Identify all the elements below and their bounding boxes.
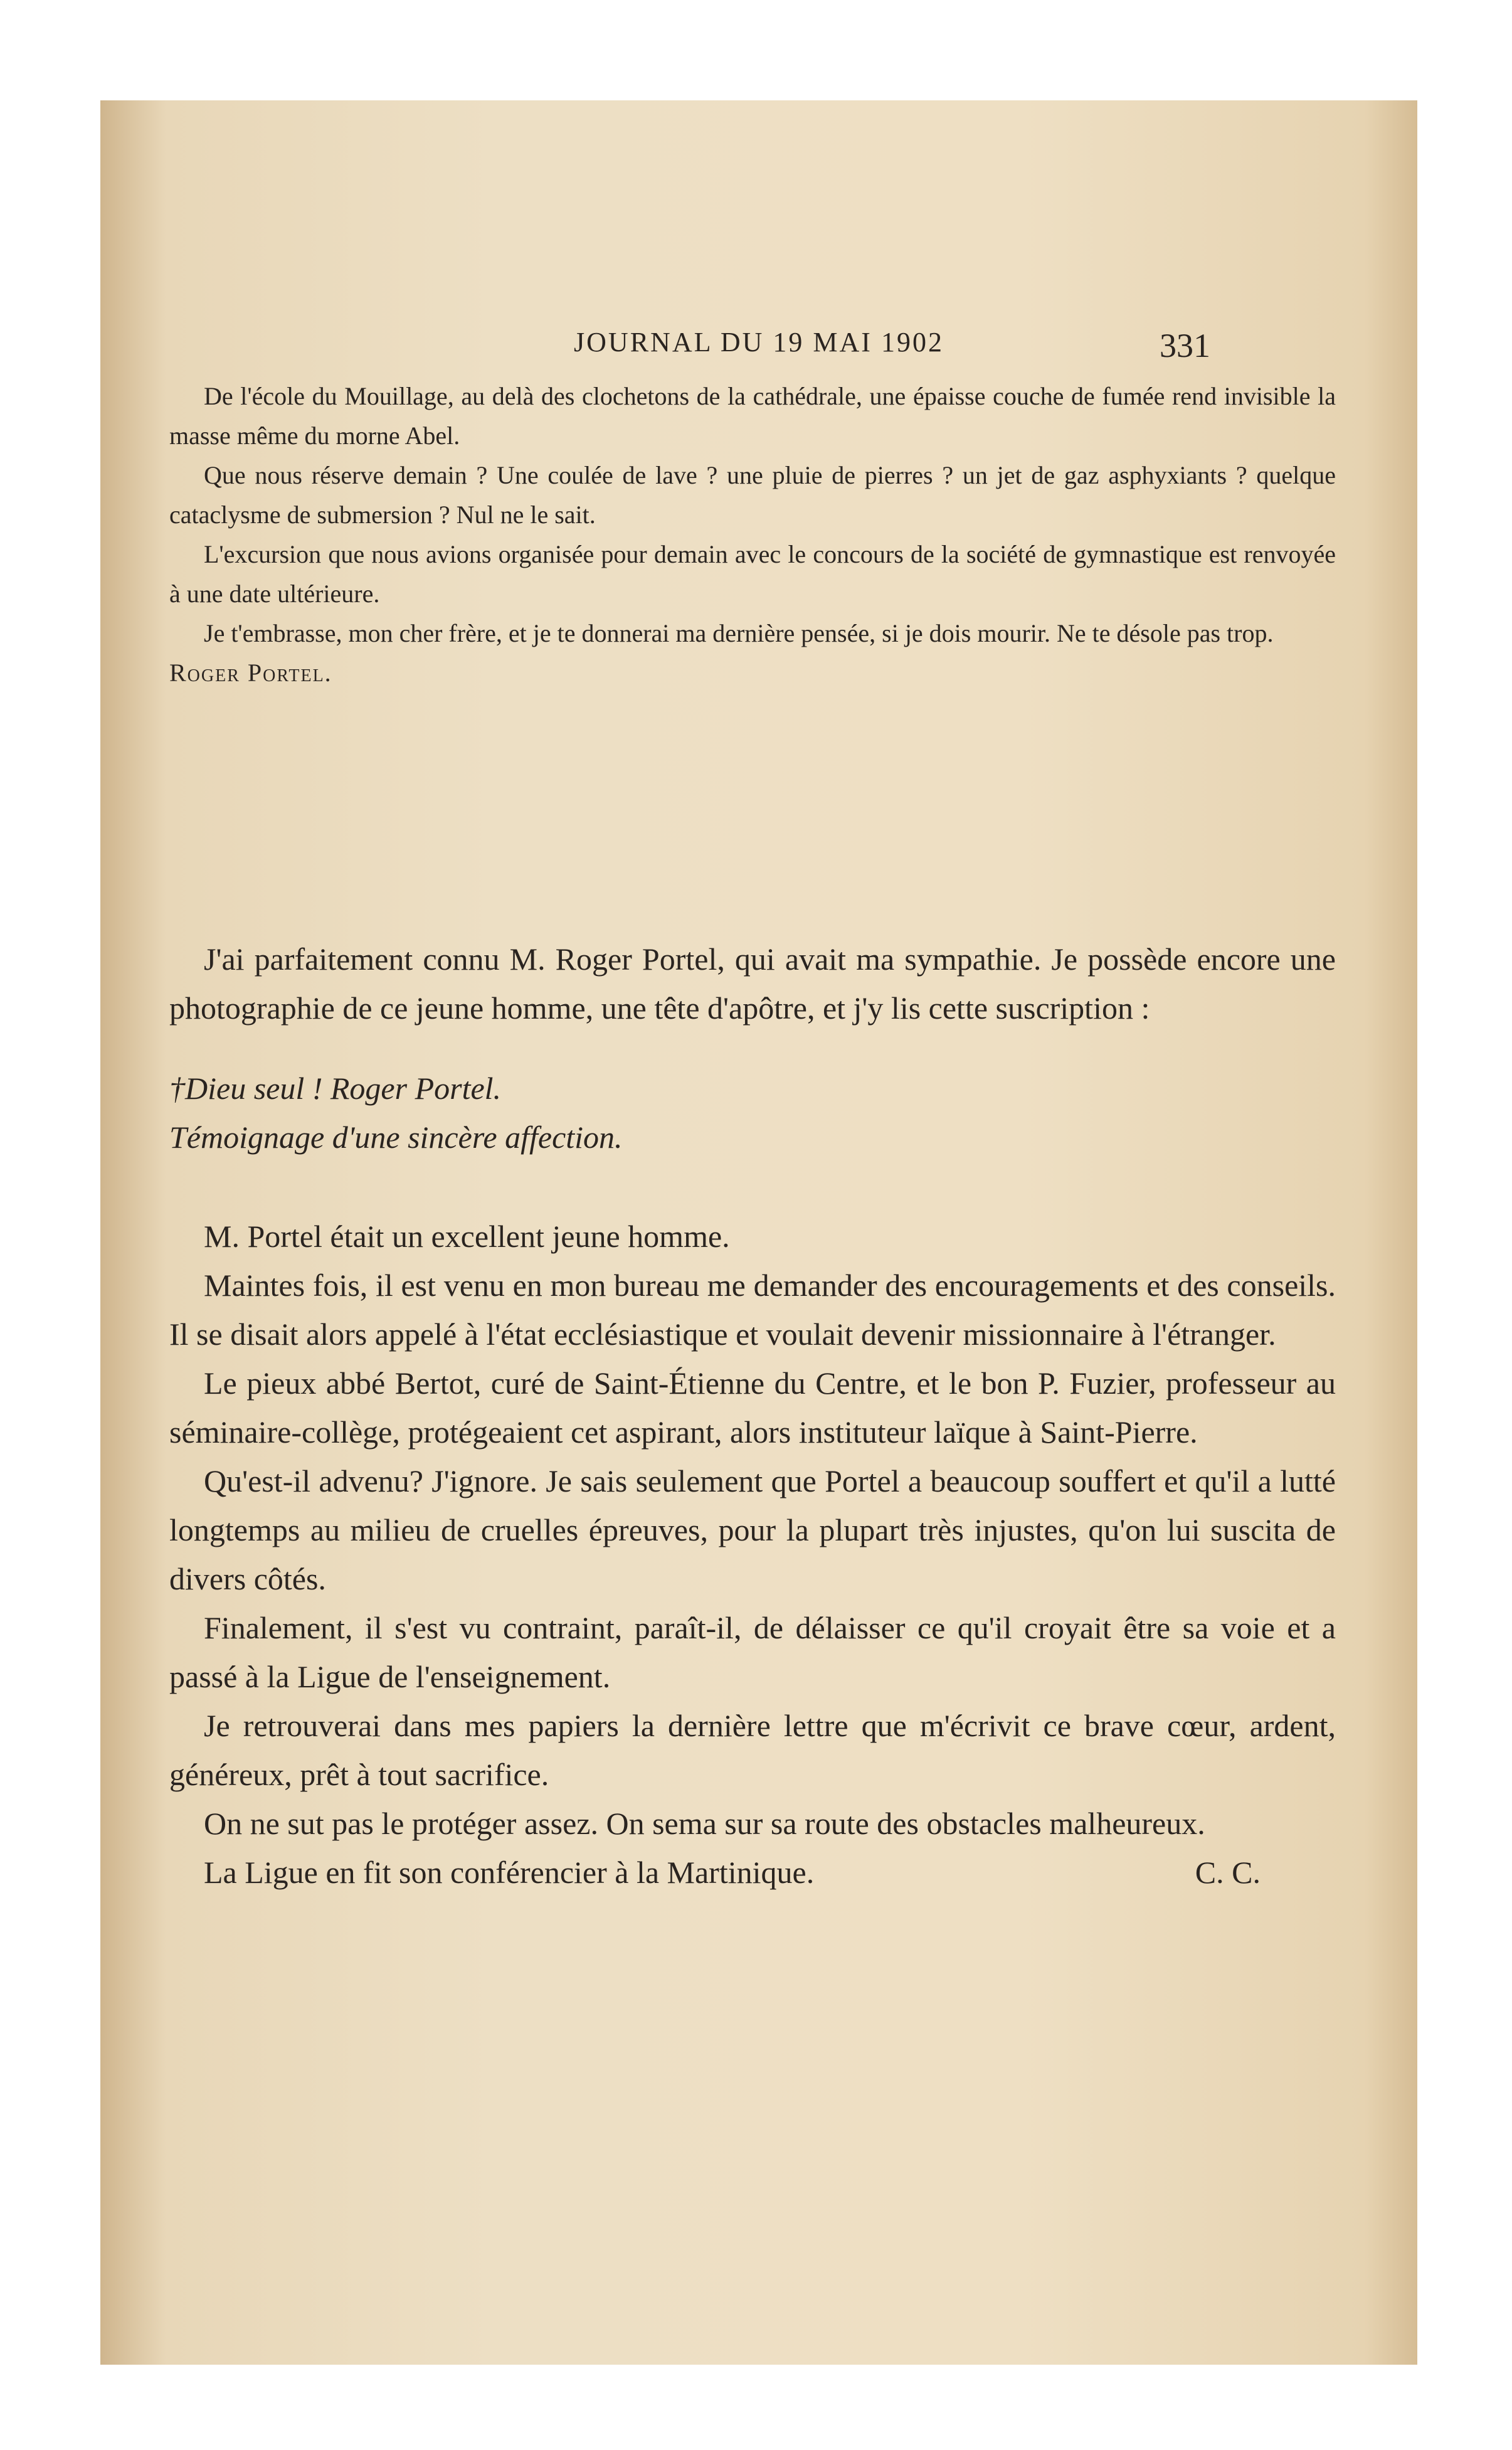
page-header [100,326,1417,376]
closing-line [169,1848,1336,1897]
body-paragraph: J'ai parfaitement connu M. Roger Portel, qui avait ma sympathie. Je possède encore une photographie de ce jeune homme, une tête d'apôtre, et j'y lis cette suscription : [169,941,1336,1026]
quoted-letter [169,376,1336,692]
author-initials: C. C. [1195,1855,1261,1890]
letter-signature: Roger Portel. [169,659,332,687]
inscription-line: Témoignage d'une sincère affection. [169,1120,623,1155]
body-paragraph: Je retrouverai dans mes papiers la dernière lettre que m'écrivit ce brave cœur, ardent, généreux, prêt à tout sacrifice. [169,1708,1336,1792]
body-paragraph: Finalement, il s'est vu contraint, paraît-il, de délaisser ce qu'il croyait être sa voie et a passé à la Ligue de l'enseignement. [169,1610,1336,1694]
main-text [169,935,1336,1897]
body-paragraph: Le pieux abbé Bertot, curé de Saint-Étienne du Centre, et le bon P. Fuzier, professeur au séminaire-collège, protégeaient cet aspirant, alors instituteur laïque à Saint-Pierre. [169,1366,1336,1450]
book-page [100,100,1417,2365]
photo-inscription [169,1064,1336,1162]
page-number: 331 [1160,327,1210,364]
letter-paragraph: Que nous réserve demain ? Une coulée de lave ? une pluie de pierres ? un jet de gaz asphyxiants ? quelque cataclysme de submersion ? Nul ne le sait. [169,461,1336,529]
letter-paragraph: De l'école du Mouillage, au delà des clochetons de la cathédrale, une épaisse couche de fumée rend invisible la masse même du morne Abel. [169,382,1336,450]
running-title: JOURNAL DU 19 MAI 1902 [574,327,944,358]
closing-sentence: La Ligue en fit son conférencier à la Martinique. [204,1855,815,1890]
letter-paragraph: L'excursion que nous avions organisée pour demain avec le concours de la société de gymnastique est renvoyée à une date ultérieure. [169,540,1336,608]
body-paragraph: M. Portel était un excellent jeune homme. [204,1219,730,1254]
body-paragraph: Maintes fois, il est venu en mon bureau me demander des encouragements et des conseils. Il se disait alors appelé à l'état ecclésiastique et voulait devenir missionnaire à l'étranger. [169,1268,1336,1352]
body-paragraph: On ne sut pas le protéger assez. On sema sur sa route des obstacles malheureux. [204,1806,1205,1841]
inscription-line: †Dieu seul ! Roger Portel. [169,1071,502,1106]
letter-paragraph: Je t'embrasse, mon cher frère, et je te donnerai ma dernière pensée, si je dois mourir. Ne te désole pas trop. [204,619,1274,647]
body-paragraph: Qu'est-il advenu? J'ignore. Je sais seulement que Portel a beaucoup souffert et qu'il a lutté longtemps au milieu de cruelles épreuves, pour la plupart très injustes, qu'on lui suscita de divers côtés. [169,1463,1336,1596]
